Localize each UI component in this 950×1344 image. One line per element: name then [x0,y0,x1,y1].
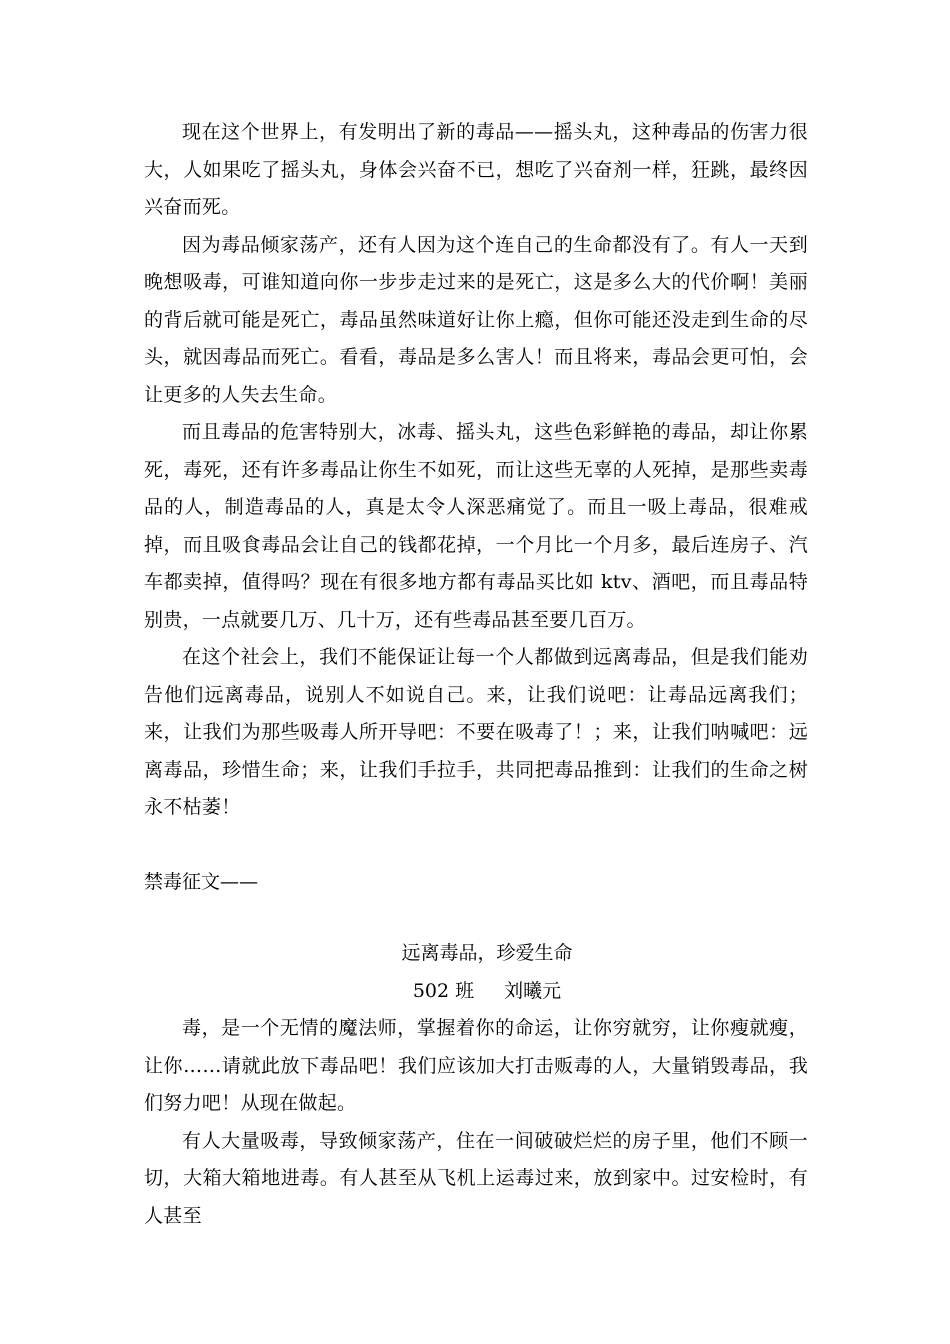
paragraph: 而且毒品的危害特别大，冰毒、摇头丸，这些色彩鲜艳的毒品，却让你累死，毒死，还有许多毒品让你生不如死，而让这些无辜的人死掉，是那些卖毒品的人，制造毒品的人，真是太令人深恶痛觉了。而且一吸上毒品，很难戒掉，而且吸食毒品会让自己的钱都花掉，一个月比一个月多，最后连房子、汽车都卖掉，值得吗？现在有很多地方都有毒品买比如 ktv、酒吧，而且毒品特别贵，一点就要几万、几十万，还有些毒品甚至要几百万。 [144,421,808,631]
paragraph: 毒，是一个无情的魔法师，掌握着你的命运，让你穷就穷，让你瘦就瘦，让你……请就此放下毒品吧！我们应该加大打击贩毒的人，大量销毁毒品，我们努力吧！从现在做起。 [144,1017,808,1114]
essay-body [144,1010,808,1235]
author-class: 502 班 [412,980,475,1002]
paragraph: 因为毒品倾家荡产，还有人因为这个连自己的生命都没有了。有人一天到晚想吸毒，可谁知道向你一步步走过来的是死亡，这是多么大的代价啊！美丽的背后就可能是死亡，毒品虽然味道好让你上瘾，但你可能还没走到生命的尽头，就因毒品而死亡。看看，毒品是多么害人！而且将来，毒品会更可怕，会让更多的人失去生命。 [144,233,808,406]
essay-title: 远离毒品，珍爱生命 [401,942,573,964]
paragraph: 现在这个世界上，有发明出了新的毒品——摇头丸，这种毒品的伤害力很大，人如果吃了摇头丸，身体会兴奋不已，想吃了兴奋剂一样，狂跳，最终因兴奋而死。 [144,121,808,218]
essay-body-previous [144,114,808,827]
section-label: 禁毒征文—— [144,871,259,893]
paragraph: 在这个社会上，我们不能保证让每一个人都做到远离毒品，但是我们能劝告他们远离毒品，说别人不如说自己。来，让我们说吧：让毒品远离我们；来，让我们为那些吸毒人所开导吧：不要在吸毒了！；来，让我们呐喊吧：远离毒品，珍惜生命；来，让我们手拉手，共同把毒品推到：让我们的生命之树永不枯萎！ [144,646,808,818]
essay-byline [12,973,950,1011]
paragraph: 有人大量吸毒，导致倾家荡产，住在一间破破烂烂的房子里，他们不顾一切，大箱大箱地进毒。有人甚至从飞机上运毒过来，放到家中。过安检时，有人甚至 [144,1129,808,1227]
author-name: 刘曦元 [504,980,562,1002]
